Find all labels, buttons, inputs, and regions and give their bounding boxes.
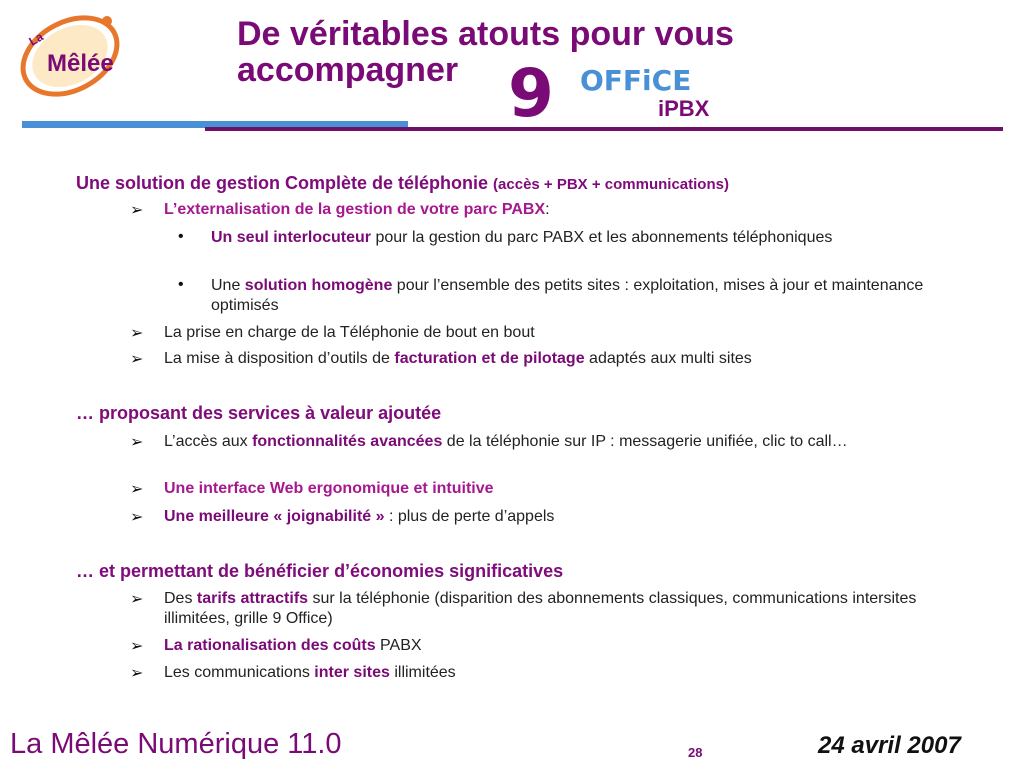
- section-heading-3: … et permettant de bénéficier d’économies significatives: [76, 561, 564, 581]
- item-bold: tarifs attractifs: [196, 590, 309, 607]
- list-item: [211, 228, 951, 248]
- list-item: [164, 507, 954, 527]
- arrow-bullet-icon: ➢: [130, 481, 144, 498]
- arrow-bullet-icon: ➢: [130, 591, 144, 608]
- brand-digit: 9: [508, 62, 554, 122]
- item-bold: inter sites: [314, 664, 390, 681]
- list-item: [211, 276, 951, 316]
- title-line-1: De véritables atouts pour vous: [237, 15, 734, 53]
- item-text: illimitées: [389, 664, 456, 681]
- arrow-bullet-icon: ➢: [130, 638, 144, 655]
- arrow-bullet-icon: ➢: [130, 509, 144, 526]
- item-text: PABX: [375, 637, 422, 654]
- list-item: [164, 200, 954, 220]
- item-bold: solution homogène: [244, 277, 393, 294]
- section-heading-2: … proposant des services à valeur ajoutée: [76, 403, 442, 423]
- arrow-bullet-icon: ➢: [130, 202, 144, 219]
- item-bold: Une interface Web ergonomique et intuitive: [164, 480, 494, 497]
- footer-event-name: La Mêlée Numérique 11.0: [10, 728, 342, 760]
- list-item: [164, 636, 954, 656]
- arrow-bullet-icon: ➢: [130, 351, 144, 368]
- item-text: : plus de perte d’appels: [384, 508, 555, 525]
- item-text: Les communications: [164, 664, 315, 681]
- list-item: La prise en charge de la Téléphonie de bout en bout: [164, 324, 535, 341]
- arrow-bullet-icon: ➢: [130, 665, 144, 682]
- brand-office: OFFiCE: [580, 64, 692, 97]
- list-item: [164, 479, 954, 499]
- page-number: 28: [688, 745, 703, 760]
- brand-ipbx: iPBX: [658, 96, 710, 121]
- item-text: adaptés aux multi sites: [584, 350, 752, 367]
- title-line-2: accompagner: [237, 51, 459, 89]
- item-bold: Une meilleure « joignabilité »: [164, 508, 385, 525]
- item-text: pour la gestion du parc PABX et les abonnements téléphoniques: [371, 229, 833, 246]
- item-text: pour l’ensemble des petits sites : exploitation, mises à jour et maintenance optimisés: [211, 277, 924, 314]
- logo-prefix: La: [26, 29, 46, 49]
- item-bold: fonctionnalités avancées: [252, 433, 443, 450]
- list-item: [164, 349, 954, 369]
- item-text: Des: [164, 590, 197, 607]
- item-text: Une: [211, 277, 245, 294]
- bullet-dot-icon: •: [178, 228, 184, 245]
- section-heading-1-note: (accès + PBX + communications): [493, 176, 729, 193]
- arrow-bullet-icon: ➢: [130, 325, 144, 342]
- list-item: [164, 432, 954, 452]
- item-tail: :: [545, 201, 550, 218]
- list-item: [164, 663, 954, 683]
- item-bold: facturation et de pilotage: [394, 350, 585, 367]
- bullet-dot-icon: •: [178, 276, 184, 293]
- item-text: La mise à disposition d’outils de: [164, 350, 395, 367]
- list-item: [164, 589, 954, 629]
- item-text: sur la téléphonie (disparition des abonnements classiques, communications intersites illimitées, grille 9 Office): [164, 590, 917, 627]
- item-text: L’accès aux: [164, 433, 253, 450]
- arrow-bullet-icon: ➢: [130, 434, 144, 451]
- logo-text: Mêlée: [47, 50, 114, 77]
- item-bold: L’externalisation de la gestion de votre parc PABX: [164, 201, 546, 218]
- section-heading-1-text: Une solution de gestion Complète de téléphonie: [76, 173, 489, 193]
- footer-date: 24 avril 2007: [818, 732, 961, 759]
- section-heading-1: [76, 173, 729, 194]
- item-bold: Un seul interlocuteur: [211, 229, 372, 246]
- item-text: de la téléphonie sur IP : messagerie unifiée, clic to call…: [442, 433, 848, 450]
- item-bold: La rationalisation des coûts: [164, 637, 376, 654]
